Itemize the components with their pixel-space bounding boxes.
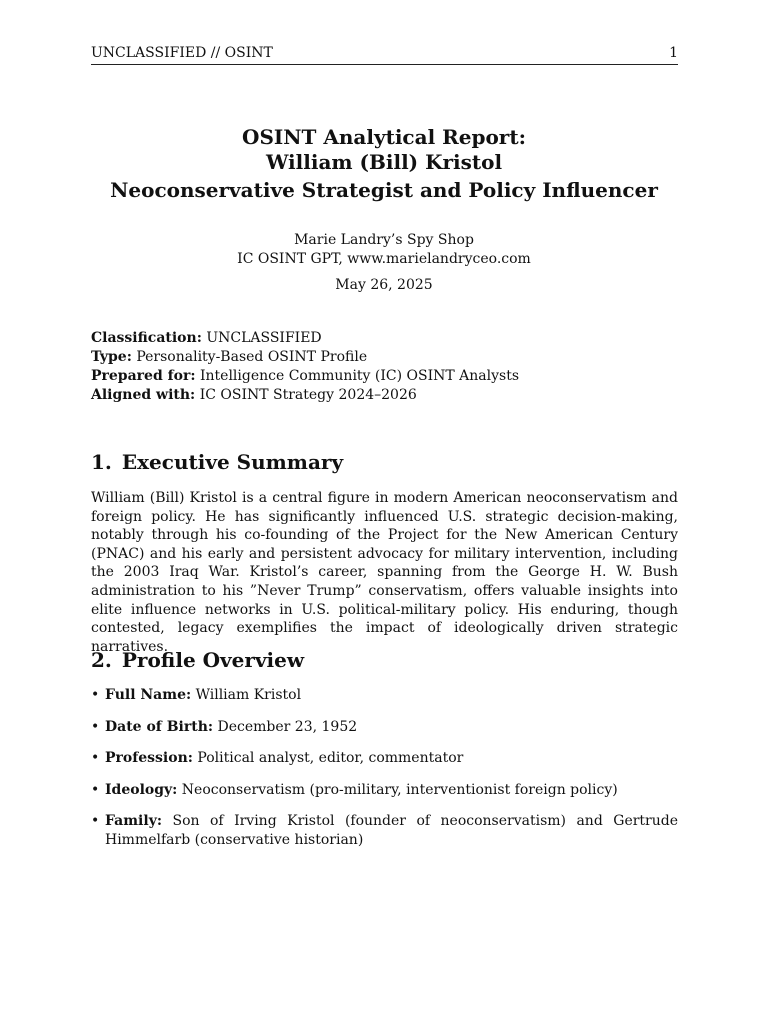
item-value: Son of Irving Kristol (founder of neoconservatism) and Gertrude Himmelfarb (conservative historian) <box>105 813 679 848</box>
section-heading-profile-overview <box>91 647 304 673</box>
section-number: 1. <box>91 450 112 474</box>
profile-overview-list <box>91 686 678 863</box>
metadata-classification <box>91 329 678 348</box>
list-item <box>91 718 678 737</box>
item-value: William Kristol <box>195 687 302 703</box>
bullet-icon: • <box>91 718 100 735</box>
metadata-label: Aligned with: <box>91 387 196 403</box>
bullet-icon: • <box>91 687 100 703</box>
report-metadata <box>91 329 678 405</box>
metadata-value: UNCLASSIFIED <box>206 330 322 346</box>
metadata-label: Type: <box>91 349 132 365</box>
metadata-value: Intelligence Community (IC) OSINT Analysts <box>199 368 520 384</box>
item-value: Neoconservatism (pro-military, interventionist foreign policy) <box>181 781 618 798</box>
bullet-icon: • <box>91 813 100 829</box>
executive-summary-paragraph: William (Bill) Kristol is a central figure in modern American neoconservatism and foreign policy. He has significantly influenced U.S. strategic decision-making, notably through his co-founding of the Project for the New American Century (PNAC) and his early and persistent advocacy for military intervention, including the 2003 Iraq War. Kristol’s career, spanning from the George H. W. Bush administration to his ”Never Trump” conservatism, offers valuable insights into elite influence networks in U.S. political-military policy. His enduring, though contested, legacy exemplifies the impact of ideologically driven strategic narratives. <box>91 490 678 655</box>
item-label: Ideology: <box>105 781 178 798</box>
item-label: Family: <box>105 813 162 829</box>
page-number: 1 <box>669 45 678 61</box>
metadata-label: Prepared for: <box>91 368 196 384</box>
author-affiliation: IC OSINT GPT, www.marielandryceo.com <box>237 251 531 267</box>
report-title-line-2: William (Bill) Kristol <box>265 150 503 174</box>
running-header <box>91 43 678 65</box>
item-label: Full Name: <box>105 687 192 703</box>
item-value: Political analyst, editor, commentator <box>197 750 464 766</box>
list-item <box>91 749 678 768</box>
metadata-value: IC OSINT Strategy 2024–2026 <box>199 387 417 403</box>
bullet-icon: • <box>91 781 100 798</box>
metadata-value: Personality-Based OSINT Profile <box>136 349 368 365</box>
report-title-line-1: OSINT Analytical Report: <box>242 125 526 149</box>
author-name: Marie Landry’s Spy Shop <box>294 232 474 248</box>
item-label: Profession: <box>105 750 193 766</box>
section-number: 2. <box>91 648 112 672</box>
report-subtitle: Neoconservative Strategist and Policy Influencer <box>110 178 658 202</box>
section-title: Profile Overview <box>121 648 305 672</box>
list-item <box>91 686 678 705</box>
list-item <box>91 781 678 800</box>
section-title: Executive Summary <box>121 450 344 474</box>
classification-banner: UNCLASSIFIED // OSINT <box>91 45 273 61</box>
bullet-icon: • <box>91 750 100 766</box>
list-item <box>91 812 678 850</box>
metadata-label: Classification: <box>91 330 202 346</box>
item-label: Date of Birth: <box>105 718 214 735</box>
metadata-prepared-for <box>91 367 678 386</box>
report-date: May 26, 2025 <box>335 277 433 293</box>
metadata-aligned-with <box>91 386 678 405</box>
item-value: December 23, 1952 <box>217 718 358 735</box>
metadata-type <box>91 348 678 367</box>
section-heading-executive-summary <box>91 449 343 475</box>
